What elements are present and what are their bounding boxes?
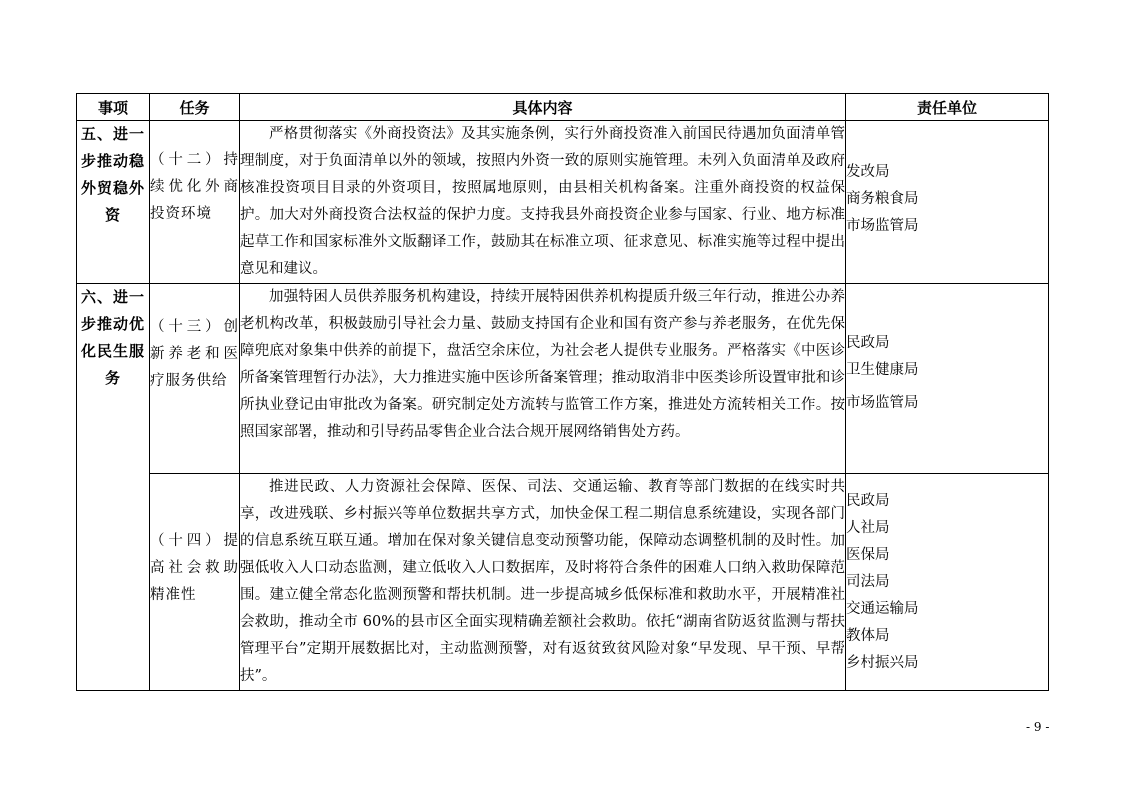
page-number: - 9 - bbox=[1026, 720, 1050, 734]
matter-cell: 六、进一步推动优化民生服务 bbox=[77, 284, 150, 691]
content-cell bbox=[240, 284, 846, 474]
responsible-unit: 司法局 bbox=[846, 574, 890, 590]
responsible-unit: 交通运输局 bbox=[846, 601, 919, 617]
table-row bbox=[77, 284, 1049, 474]
task-cell: （十三）创新养老和医疗服务供给 bbox=[150, 284, 240, 474]
table-row bbox=[77, 121, 1049, 284]
header-row bbox=[77, 94, 1049, 121]
responsible-unit: 民政局 bbox=[846, 493, 890, 509]
task-cell: （十四）提高社会救助精准性 bbox=[150, 474, 240, 691]
content-cell bbox=[240, 121, 846, 284]
responsible-unit: 卫生健康局 bbox=[846, 362, 919, 378]
header-responsible: 责任单位 bbox=[846, 94, 1049, 121]
task-cell: （十二）持续优化外商投资环境 bbox=[150, 121, 240, 284]
header-matter: 事项 bbox=[77, 94, 150, 121]
responsible-unit: 商务粮食局 bbox=[846, 191, 919, 207]
content-cell bbox=[240, 474, 846, 691]
responsible-unit: 乡村振兴局 bbox=[846, 655, 919, 671]
responsible-cell bbox=[846, 284, 1049, 474]
responsible-cell bbox=[846, 121, 1049, 284]
task-table bbox=[76, 93, 1049, 691]
responsible-cell bbox=[846, 474, 1049, 691]
responsible-unit: 市场监管局 bbox=[846, 395, 919, 411]
matter-cell: 五、进一步推动稳外贸稳外资 bbox=[77, 121, 150, 284]
content-text: 推进民政、人力资源社会保障、医保、司法、交通运输、教育等部门数据的在线实时共享，改进残联、乡村振兴等单位数据共享方式，加快金保工程二期信息系统建设，实现各部门的信息系统互联互通。增加在保对象关键信息变动预警功能，保障动态调整机制的及时性。加强低收入人口动态监测，建立低收入人口数据库，及时将符合条件的困难人口纳入救助保障范围。建立健全常态化监测预警和帮扶机制。进一步提高城乡低保标准和救助水平，开展精准社会救助，推动全市 60%的县市区全面实现精确差额社会救助。依托“湖南省防返贫监测与帮扶管理平台”定期开展数据比对，主动监测预警，对有返贫致贫风险对象“早发现、早干预、早帮扶”。 bbox=[240, 479, 845, 684]
content-text: 加强特困人员供养服务机构建设，持续开展特困供养机构提质升级三年行动，推进公办养老机构改革，积极鼓励引导社会力量、鼓励支持国有企业和国有资产参与养老服务，在优先保障兜底对象集中供养的前提下，盘活空余床位，为社会老人提供专业服务。严格落实《中医诊所备案管理暂行办法》，大力推进实施中医诊所备案管理；推动取消非中医类诊所设置审批和诊所执业登记由审批改为备案。研究制定处方流转与监管工作方案，推进处方流转相关工作。按照国家部署，推动和引导药品零售企业合法合规开展网络销售处方药。 bbox=[240, 289, 845, 440]
header-task: 任务 bbox=[150, 94, 240, 121]
table-row bbox=[77, 474, 1049, 691]
responsible-unit: 发改局 bbox=[846, 164, 890, 180]
content-text: 严格贯彻落实《外商投资法》及其实施条例，实行外商投资准入前国民待遇加负面清单管理制度，对于负面清单以外的领域，按照内外资一致的原则实施管理。未列入负面清单及政府核准投资项目目录的外资项目，按照属地原则，由县相关机构备案。注重外商投资的权益保护。加大对外商投资合法权益的保护力度。支持我县外商投资企业参与国家、行业、地方标准起草工作和国家标准外文版翻译工作，鼓励其在标准立项、征求意见、标准实施等过程中提出意见和建议。 bbox=[240, 126, 845, 277]
responsible-unit: 人社局 bbox=[846, 520, 890, 536]
responsible-unit: 民政局 bbox=[846, 335, 890, 351]
header-content: 具体内容 bbox=[240, 94, 846, 121]
responsible-unit: 医保局 bbox=[846, 547, 890, 563]
responsible-unit: 市场监管局 bbox=[846, 218, 919, 234]
responsible-unit: 教体局 bbox=[846, 628, 890, 644]
